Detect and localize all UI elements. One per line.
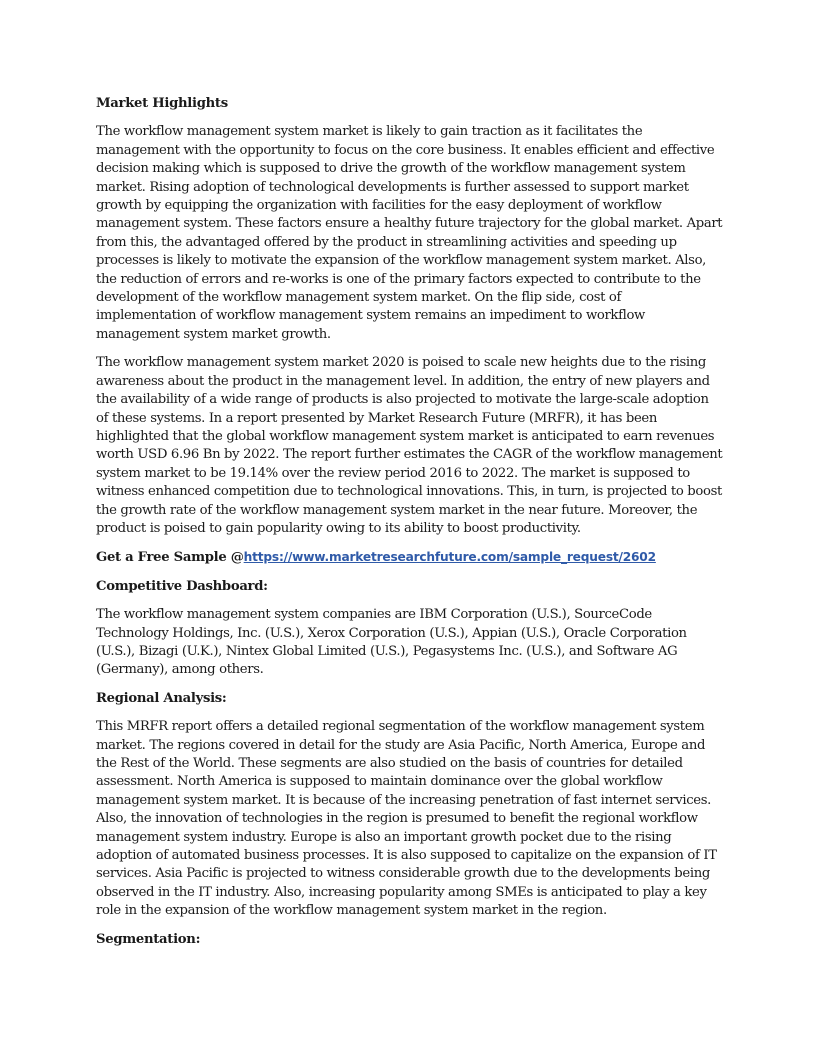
document-page: [96, 95, 724, 959]
market-highlights-paragraph-2: The workflow management system market 2020 is poised to scale new heights due to the rising awareness about the product in the management level. In addition, the entry of new players and the availability of a wide range of products is also projected to motivate the large-scale adoption of these systems. In a report presented by Market Research Future (MRFR), it has been highlighted that the global workflow management system market is anticipated to earn revenues worth USD 6.96 Bn by 2022. The report further estimates the CAGR of the workflow management system market to be 19.14% over the review period 2016 to 2022. The market is supposed to witness enhanced competition due to technological innovations. This, in turn, is projected to boost the growth rate of the workflow management system market in the near future. Moreover, the product is poised to gain popularity owing to its ability to boost productivity.: [96, 355, 723, 536]
segmentation-heading: Segmentation:: [96, 931, 201, 947]
free-sample-line: [96, 548, 724, 567]
sample-request-link[interactable]: https://www.marketresearchfuture.com/sample_request/2602: [243, 550, 656, 565]
regional-analysis-paragraph: This MRFR report offers a detailed regional segmentation of the workflow management system market. The regions covered in detail for the study are Asia Pacific, North America, Europe and the Rest of the World. These segments are also studied on the basis of countries for detailed assessment. North America is supposed to maintain dominance over the global workflow management system market. It is because of the increasing penetration of fast internet services. Also, the innovation of technologies in the region is presumed to benefit the regional workflow management system industry. Europe is also an important growth pocket due to the rising adoption of automated business processes. It is also supposed to capitalize on the expansion of IT services. Asia Pacific is projected to witness considerable growth due to the developments being observed in the IT industry. Also, increasing popularity among SMEs is anticipated to play a key role in the expansion of the workflow management system market in the region.: [96, 719, 717, 919]
market-highlights-heading: Market Highlights: [96, 96, 228, 111]
regional-analysis-heading: Regional Analysis:: [96, 690, 227, 706]
free-sample-label: Get a Free Sample @: [96, 550, 244, 566]
competitive-dashboard-paragraph: The workflow management system companies are IBM Corporation (U.S.), SourceCode Technology Holdings, Inc. (U.S.), Xerox Corporation (U.S.), Appian (U.S.), Oracle Corporation (U.S.), Bizagi (U.K.), Nintex Global Limited (U.S.), Pegasystems Inc. (U.S.), and Software AG (Germany), among others.: [96, 607, 687, 678]
competitive-dashboard-heading: Competitive Dashboard:: [96, 578, 268, 594]
market-highlights-paragraph-1: The workflow management system market is likely to gain traction as it facilitates the management with the opportunity to focus on the core business. It enables efficient and effective decision making which is supposed to drive the growth of the workflow management system market. Rising adoption of technological developments is further assessed to support market growth by equipping the organization with facilities for the easy deployment of workflow management system. These factors ensure a healthy future trajectory for the global market. Apart from this, the advantaged offered by the product in streamlining activities and speeding up processes is likely to motivate the expansion of the workflow management system market. Also, the reduction of errors and re-works is one of the primary factors expected to contribute to the development of the workflow management system market. On the flip side, cost of implementation of workflow management system remains an impediment to workflow management system market growth.: [96, 124, 723, 342]
